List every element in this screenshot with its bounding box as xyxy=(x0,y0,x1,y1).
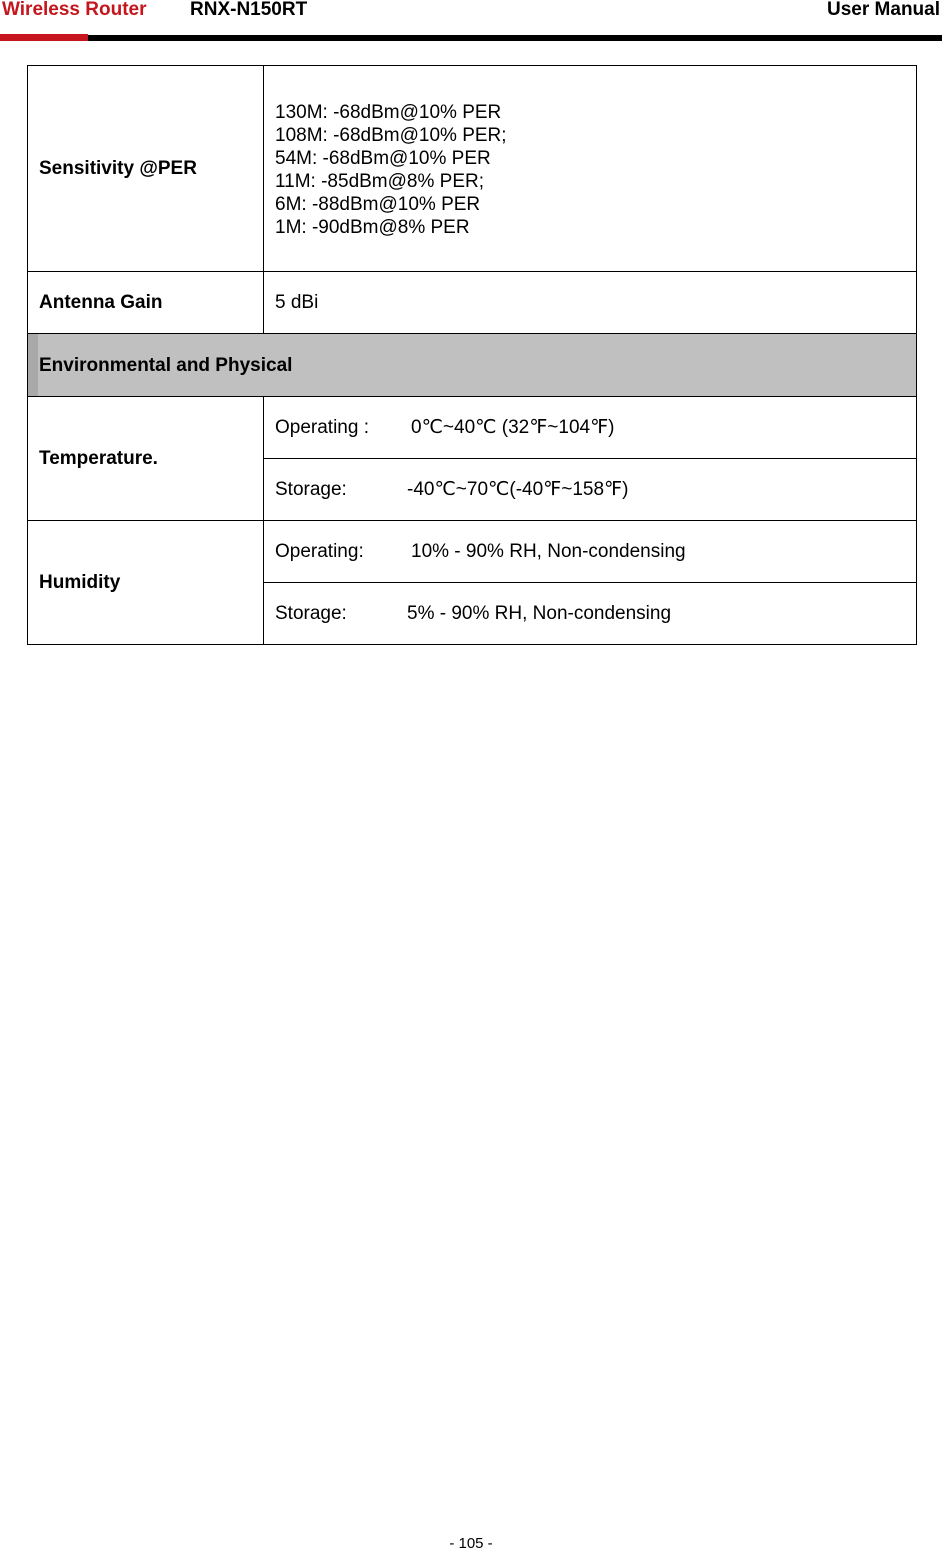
temperature-operating-value: 0℃~40℃ (32℉~104℉) xyxy=(411,417,615,438)
header-manual-title: User Manual xyxy=(827,0,940,20)
humidity-label: Humidity xyxy=(28,521,264,645)
section-title: Environmental and Physical xyxy=(39,354,293,376)
humidity-storage-key: Storage: xyxy=(275,603,347,624)
temperature-label: Temperature. xyxy=(28,397,264,521)
sensitivity-lines xyxy=(275,99,916,239)
header-rule xyxy=(0,35,942,41)
spec-table xyxy=(27,65,917,645)
temperature-storage-value: -40℃~70℃(-40℉~158℉) xyxy=(407,479,629,500)
sensitivity-line: 6M: -88dBm@10% PER xyxy=(275,193,481,215)
sensitivity-label: Sensitivity @PER xyxy=(28,66,264,272)
humidity-operating-key: Operating: xyxy=(275,541,364,562)
sensitivity-line: 11M: -85dBm@8% PER; xyxy=(275,170,485,192)
table-row-temperature-operating xyxy=(28,397,917,459)
section-title-cell xyxy=(28,334,917,397)
humidity-operating-value: 10% - 90% RH, Non-condensing xyxy=(411,541,686,562)
table-row-antenna xyxy=(28,272,917,334)
temperature-storage-cell xyxy=(264,459,917,521)
temperature-operating-cell xyxy=(264,397,917,459)
table-row-sensitivity xyxy=(28,66,917,272)
table-section-header xyxy=(28,334,917,397)
header-rule-accent xyxy=(0,34,88,41)
antenna-gain-label: Antenna Gain xyxy=(28,272,264,334)
humidity-storage-value: 5% - 90% RH, Non-condensing xyxy=(407,603,672,624)
sensitivity-value xyxy=(264,66,917,272)
section-shade xyxy=(28,334,38,396)
antenna-gain-value: 5 dBi xyxy=(264,272,917,334)
sensitivity-line: 130M: -68dBm@10% PER xyxy=(275,101,502,123)
temperature-operating-key: Operating : xyxy=(275,417,369,438)
temperature-storage-key: Storage: xyxy=(275,479,347,500)
header-brand: Wireless Router xyxy=(2,0,147,20)
humidity-storage-cell xyxy=(264,583,917,645)
sensitivity-line: 108M: -68dBm@10% PER; xyxy=(275,124,507,146)
table-row-humidity-operating xyxy=(28,521,917,583)
header-model: RNX-N150RT xyxy=(190,0,308,20)
humidity-operating-cell xyxy=(264,521,917,583)
sensitivity-line: 54M: -68dBm@10% PER xyxy=(275,147,491,169)
sensitivity-line: 1M: -90dBm@8% PER xyxy=(275,216,470,238)
page-header xyxy=(0,0,942,44)
page-number: - 105 - xyxy=(449,1535,493,1552)
